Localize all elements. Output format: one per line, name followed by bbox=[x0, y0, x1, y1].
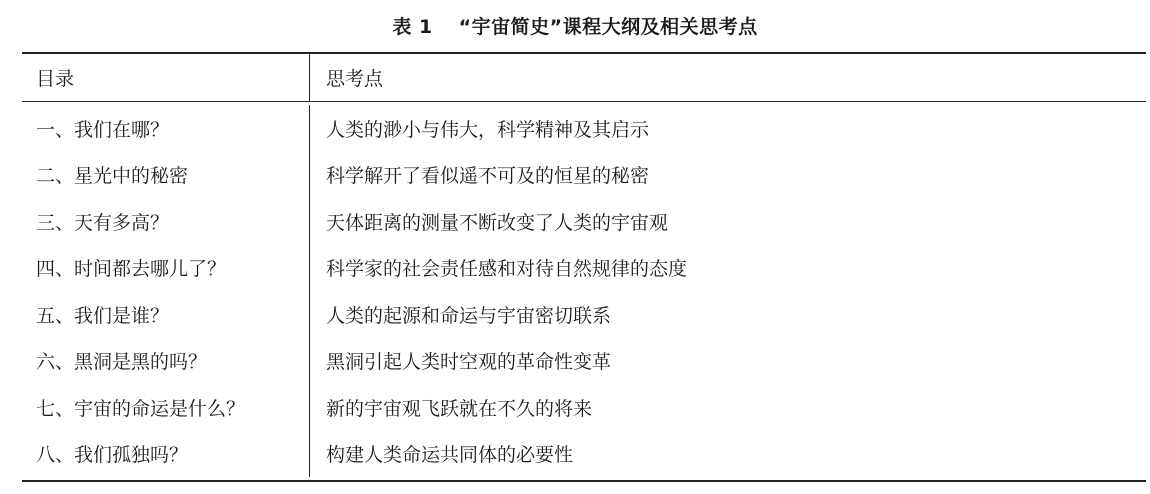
thinking-point-cell: 构建人类命运共同体的必要性 bbox=[326, 444, 574, 467]
thinking-point-cell: 天体距离的测量不断改变了人类的宇宙观 bbox=[326, 211, 669, 234]
table-row bbox=[22, 152, 1146, 199]
table-row bbox=[22, 431, 1146, 478]
chapter-cell: 一、我们在哪？ bbox=[22, 105, 310, 152]
table-row bbox=[22, 198, 1146, 245]
thinking-point-cell: 黑洞引起人类时空观的革命性变革 bbox=[326, 351, 612, 374]
header-thinking-points: 思考点 bbox=[326, 68, 384, 90]
table-row bbox=[22, 384, 1146, 431]
thinking-point-cell: 科学家的社会责任感和对待自然规律的态度 bbox=[326, 258, 688, 281]
table-row bbox=[22, 105, 1146, 152]
table-caption bbox=[0, 14, 1150, 40]
table-title: “宇宙简史”课程大纲及相关思考点 bbox=[458, 16, 758, 38]
table-row bbox=[22, 245, 1146, 292]
chapter-cell: 四、时间都去哪儿了？ bbox=[22, 245, 310, 292]
table-row bbox=[22, 291, 1146, 338]
thinking-point-cell: 新的宇宙观飞跃就在不久的将来 bbox=[326, 397, 593, 420]
table-number: 表 1 bbox=[392, 16, 433, 38]
chapter-cell: 二、星光中的秘密 bbox=[22, 152, 310, 199]
thinking-point-cell: 人类的起源和命运与宇宙密切联系 bbox=[326, 304, 612, 327]
thinking-point-cell: 人类的渺小与伟大，科学精神及其启示 bbox=[326, 118, 650, 141]
thinking-point-cell: 科学解开了看似遥不可及的恒星的秘密 bbox=[326, 165, 650, 188]
table-body bbox=[22, 102, 1146, 480]
table-row bbox=[22, 338, 1146, 385]
chapter-cell: 五、我们是谁？ bbox=[22, 291, 310, 338]
chapter-cell: 三、天有多高？ bbox=[22, 198, 310, 245]
chapter-cell: 六、黑洞是黑的吗？ bbox=[22, 338, 310, 385]
chapter-cell: 八、我们孤独吗？ bbox=[22, 431, 310, 478]
table-header-row bbox=[22, 54, 1146, 102]
header-contents: 目录 bbox=[22, 54, 310, 101]
chapter-cell: 七、宇宙的命运是什么？ bbox=[22, 384, 310, 431]
syllabus-table bbox=[22, 52, 1146, 482]
